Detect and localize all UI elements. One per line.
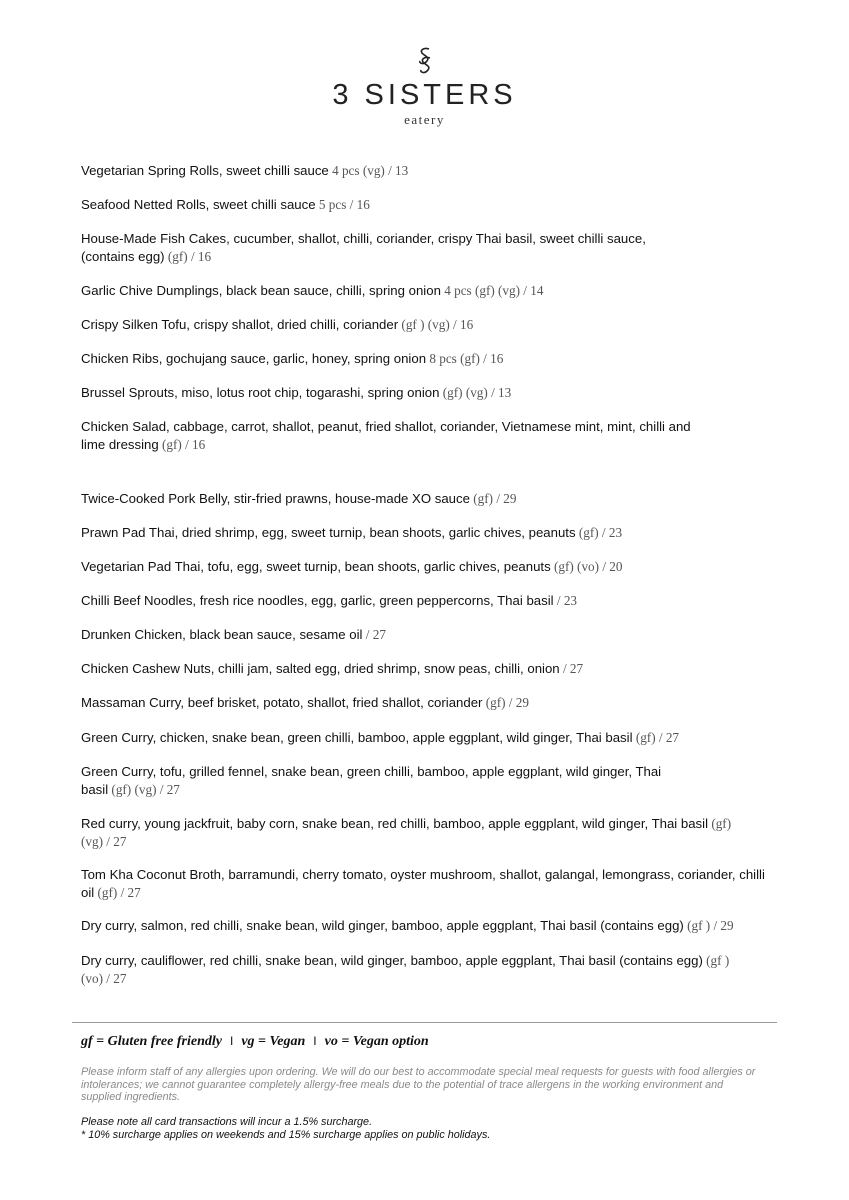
item-price: 4 pcs (vg) / 13: [328, 163, 409, 178]
item-price: (gf) / 29: [482, 695, 529, 710]
item-price: / 27: [559, 661, 584, 676]
menu-item: [81, 815, 746, 850]
menu-item: [81, 694, 529, 712]
menu-item: [81, 729, 679, 747]
brand-name: 3 SISTERS: [332, 79, 517, 111]
legend-vegan: vg = Vegan: [241, 1034, 306, 1049]
item-description: Green Curry, tofu, grilled fennel, snake bean, green chilli, bamboo, apple eggplant, wild ginger, Thai basil: [81, 764, 662, 797]
menu-item: [81, 350, 503, 368]
item-description: House-Made Fish Cakes, cucumber, shallot, chilli, coriander, crispy Thai basil, sweet chilli sauce, (contains egg): [81, 231, 646, 264]
item-price: (gf ) (vg) / 16: [398, 317, 474, 332]
item-price: (gf) (vg) / 27: [108, 781, 180, 797]
item-description: Vegetarian Spring Rolls, sweet chilli sauce: [81, 163, 329, 178]
logo: [0, 46, 849, 128]
menu-item: [81, 660, 583, 678]
menu-item: [81, 524, 622, 542]
item-price: (gf) / 27: [94, 884, 141, 900]
item-description: Crispy Silken Tofu, crispy shallot, dried chilli, coriander: [81, 317, 399, 332]
legend-gluten-free: gf = Gluten free friendly: [81, 1034, 222, 1049]
menu-item: [81, 316, 473, 334]
item-description: Dry curry, cauliflower, red chilli, snake bean, wild ginger, bamboo, apple eggplant, Thai basil (contains egg): [81, 953, 703, 968]
item-description: Seafood Netted Rolls, sweet chilli sauce: [81, 197, 316, 212]
legend-separator: I: [313, 1034, 317, 1048]
item-price: (gf) (vg) / 13: [439, 385, 512, 400]
item-price: (gf) (vo) / 20: [550, 559, 623, 574]
menu-item: [81, 282, 543, 300]
item-price: / 27: [362, 627, 386, 642]
menu-item: [81, 196, 370, 214]
item-description: Dry curry, salmon, red chilli, snake bean, wild ginger, bamboo, apple eggplant, Thai basil (contains egg): [81, 918, 684, 933]
item-description: Brussel Sprouts, miso, lotus root chip, togarashi, spring onion: [81, 385, 440, 400]
item-description: Chicken Cashew Nuts, chilli jam, salted egg, dried shrimp, snow peas, chilli, onion: [81, 661, 560, 676]
item-price: / 23: [553, 593, 578, 608]
menu-item: [81, 626, 386, 644]
item-description: Chicken Ribs, gochujang sauce, garlic, honey, spring onion: [81, 351, 427, 366]
item-price: (gf) / 16: [158, 436, 206, 452]
item-price: (gf) / 16: [164, 248, 212, 264]
item-price: (gf) (vg) / 27: [81, 816, 732, 849]
item-price: 4 pcs (gf) (vg) / 14: [440, 283, 544, 298]
item-description: Massaman Curry, beef brisket, potato, shallot, fried shallot, coriander: [81, 695, 483, 710]
menu-item: [81, 763, 676, 798]
weekend-surcharge-text: * 10% surcharge applies on weekends and 15% surcharge applies on public holidays.: [81, 1129, 491, 1141]
sisters-monogram-icon: [415, 46, 435, 76]
item-price: (gf) / 27: [632, 730, 680, 745]
item-description: Chicken Salad, cabbage, carrot, shallot, peanut, fried shallot, coriander, Vietnamese mint, mint, chilli and lime dressing: [81, 419, 691, 452]
dietary-legend: [81, 1034, 429, 1050]
item-description: Tom Kha Coconut Broth, barramundi, cherry tomato, oyster mushroom, shallot, galangal, lemongrass, coriander, chilli oil: [81, 867, 765, 900]
item-description: Red curry, young jackfruit, baby corn, snake bean, red chilli, bamboo, apple eggplant, wild ginger, Thai basil: [81, 816, 709, 831]
menu-item: [81, 230, 676, 265]
item-price: 5 pcs / 16: [315, 197, 370, 212]
item-price: (gf) / 29: [469, 491, 517, 506]
item-description: Twice-Cooked Pork Belly, stir-fried prawns, house-made XO sauce: [81, 491, 470, 506]
menu-item: [81, 952, 751, 987]
menu-item: [81, 558, 622, 576]
footer-divider: [72, 1022, 777, 1023]
item-price: 8 pcs (gf) / 16: [426, 351, 504, 366]
card-surcharge-text: Please note all card transactions will incur a 1.5% surcharge.: [81, 1116, 373, 1128]
item-price: (gf ) / 29: [683, 918, 734, 933]
item-description: Green Curry, chicken, snake bean, green chilli, bamboo, apple eggplant, wild ginger, Thai basil: [81, 730, 633, 745]
menu-item: [81, 592, 577, 610]
menu-item: [81, 917, 734, 935]
item-description: Vegetarian Pad Thai, tofu, egg, sweet turnip, bean shoots, garlic chives, peanuts: [81, 559, 551, 574]
menu-item: [81, 384, 511, 402]
menu-item: [81, 866, 771, 901]
item-description: Garlic Chive Dumplings, black bean sauce, chilli, spring onion: [81, 283, 441, 298]
allergy-notice: Please inform staff of any allergies upon ordering. We will do our best to accommodate special meal requests for guests with food allergies or intolerances; we cannot guarantee completely allergy-free meals due to the potential of trace allergens in the working environment and supplied ingredients.: [81, 1066, 756, 1103]
item-price: (gf) / 23: [575, 525, 623, 540]
surcharge-notice: [81, 1116, 761, 1142]
item-description: Prawn Pad Thai, dried shrimp, egg, sweet turnip, bean shoots, garlic chives, peanuts: [81, 525, 576, 540]
item-description: Drunken Chicken, black bean sauce, sesame oil: [81, 627, 363, 642]
menu-item: [81, 418, 706, 453]
legend-separator: I: [229, 1034, 234, 1048]
legend-vegan-option: vo = Vegan option: [324, 1034, 429, 1049]
menu-item: [81, 490, 516, 508]
item-description: Chilli Beef Noodles, fresh rice noodles, egg, garlic, green peppercorns, Thai basil: [81, 593, 554, 608]
item-price: (gf ) (vo) / 27: [81, 953, 730, 986]
menu-item: [81, 162, 408, 180]
brand-subtitle: eatery: [404, 112, 445, 127]
